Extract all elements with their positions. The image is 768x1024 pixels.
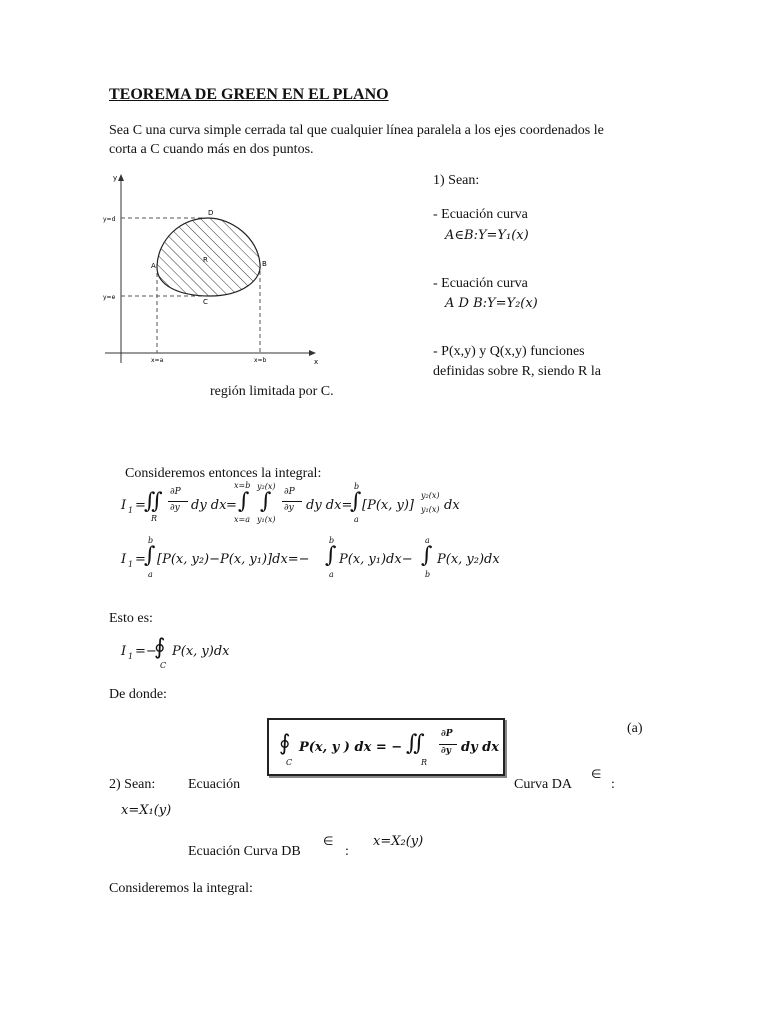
eq2-term1: [P(x, y₂)−P(x, y₁)]dx=−	[157, 552, 310, 567]
label-y-d: y=d	[103, 216, 116, 223]
frac1-num: ∂P	[170, 487, 181, 497]
eq1-lhs: I	[121, 498, 127, 513]
eq1-upper-y: y₂(x)	[257, 482, 276, 491]
boxed-region: R	[421, 758, 428, 767]
boxed-frac-bar	[439, 744, 457, 745]
eq1-equals: =	[135, 498, 146, 513]
boxed-right: dy dx	[461, 740, 500, 755]
label-y-e: y=e	[103, 294, 116, 301]
eq2-lim-a1: a	[329, 570, 334, 579]
page-title: TEOREMA DE GREEN EN EL PLANO	[109, 86, 389, 103]
eq1-lower-x: x=a	[234, 515, 250, 524]
eq2-lim-b2: b	[425, 570, 431, 579]
eq1-equals-2: =	[226, 498, 237, 513]
part2-heading: 2) Sean:	[109, 777, 156, 792]
eq1-region: R	[151, 514, 158, 523]
label-region-r: R	[203, 256, 208, 264]
eq1-dydx: dy dx	[191, 498, 227, 513]
eq2-label: - Ecuación curva	[433, 276, 528, 291]
boxed-contour-integral: ∮	[279, 731, 291, 756]
eq2-lim-a2: a	[425, 536, 430, 545]
label-point-b: B	[262, 260, 267, 268]
eq1-lhs-sub: 1	[128, 506, 134, 515]
label-point-c: C	[203, 298, 208, 306]
integral-sign-3: ∫	[350, 489, 362, 514]
eq1-upper-x: x=b	[234, 481, 251, 490]
frac1-bar	[168, 501, 188, 502]
contour-integral-sign: ∮	[154, 635, 166, 660]
eq2-limit-a: a	[148, 570, 153, 579]
eq2-term3: P(x, y₂)dx	[437, 552, 500, 567]
frac2-bar	[282, 501, 302, 502]
desc-line-2: definidas sobre R, siendo R la	[433, 364, 601, 379]
eq3-contour: C	[160, 661, 167, 670]
integral-sign-4: ∫	[144, 543, 156, 568]
part2-curva-db: Ecuación Curva DB	[188, 844, 301, 859]
element-of-symbol-2: ∈	[323, 834, 334, 848]
eq1-label: - Ecuación curva	[433, 207, 528, 222]
boxed-double-integral: ∬	[406, 731, 425, 756]
x1-equation: x=X₁(y)	[121, 803, 172, 818]
integral-sign-outer: ∫	[238, 489, 250, 514]
boxed-frac-den: ∂y	[441, 746, 452, 756]
boxed-tag: (a)	[627, 721, 643, 736]
frac2-den: ∂y	[284, 503, 294, 513]
eq1-bracket: [P(x, y)]	[362, 498, 414, 513]
eq1-limit-a: a	[354, 515, 359, 524]
boxed-contour: C	[286, 758, 293, 767]
frac1-den: ∂y	[170, 503, 180, 513]
region-figure	[100, 168, 325, 368]
figure-caption: región limitada por C.	[210, 384, 334, 399]
eq3-equals: =−	[135, 644, 157, 659]
closing-text: Consideremos la integral:	[109, 881, 253, 896]
eq2-term2: P(x, y₁)dx−	[339, 552, 413, 567]
esto-es: Esto es:	[109, 611, 153, 626]
eq1-eval-lower: y₁(x)	[421, 505, 440, 514]
integral-sign-inner: ∫	[260, 489, 272, 514]
eq2-equals: =	[135, 552, 146, 567]
eq2-math: A D B:Y=Y₂(x)	[445, 296, 538, 311]
label-point-a: A	[151, 262, 156, 270]
boxed-equation	[267, 718, 505, 776]
double-integral-sign: ∬	[144, 489, 163, 514]
eq2-lhs: I	[121, 552, 127, 567]
intro-line-1: Sea C una curva simple cerrada tal que cualquier línea paralela a los ejes coordenados le	[109, 123, 604, 138]
eq3-lhs-sub: 1	[128, 652, 134, 661]
eq2-lim-b1: b	[329, 536, 335, 545]
intro-line-2: corta a C cuando más en dos puntos.	[109, 142, 314, 157]
frac2-num: ∂P	[284, 487, 295, 497]
eq2-limit-b: b	[148, 536, 154, 545]
integral-intro: Consideremos entonces la integral:	[125, 466, 322, 481]
part2-colon-2: :	[345, 844, 349, 859]
boxed-frac-num: ∂P	[441, 729, 453, 739]
de-donde: De donde:	[109, 687, 167, 702]
label-x-b: x=b	[254, 357, 267, 364]
integral-sign-6: ∫	[421, 543, 433, 568]
x2-equation: x=X₂(y)	[373, 834, 424, 849]
integral-sign-5: ∫	[325, 543, 337, 568]
eq1-dx: dx	[444, 498, 460, 513]
eq2-lhs-sub: 1	[128, 560, 134, 569]
region-r	[157, 218, 260, 296]
y-axis-label: y	[113, 174, 118, 182]
part2-colon-1: :	[611, 777, 615, 792]
boxed-left: P(x, y ) dx = −	[299, 740, 403, 755]
eq1-dydx-2: dy dx=	[306, 498, 353, 513]
part2-ecuacion: Ecuación	[188, 777, 241, 792]
x-axis-label: x	[314, 358, 319, 366]
eq1-eval-upper: y₂(x)	[421, 491, 440, 500]
element-of-symbol-1: ∈	[591, 767, 602, 781]
part2-curva-da: Curva DA	[514, 777, 572, 792]
eq1-lower-y: y₁(x)	[257, 515, 276, 524]
eq1-math: A∈B:Y=Y₁(x)	[445, 228, 529, 243]
part1-heading: 1) Sean:	[433, 173, 480, 188]
desc-line-1: - P(x,y) y Q(x,y) funciones	[433, 344, 585, 359]
eq3-body: P(x, y)dx	[172, 644, 230, 659]
eq3-lhs: I	[121, 644, 127, 659]
label-x-a: x=a	[151, 357, 164, 364]
label-point-d: D	[208, 209, 214, 217]
eq1-limit-b: b	[354, 482, 360, 491]
